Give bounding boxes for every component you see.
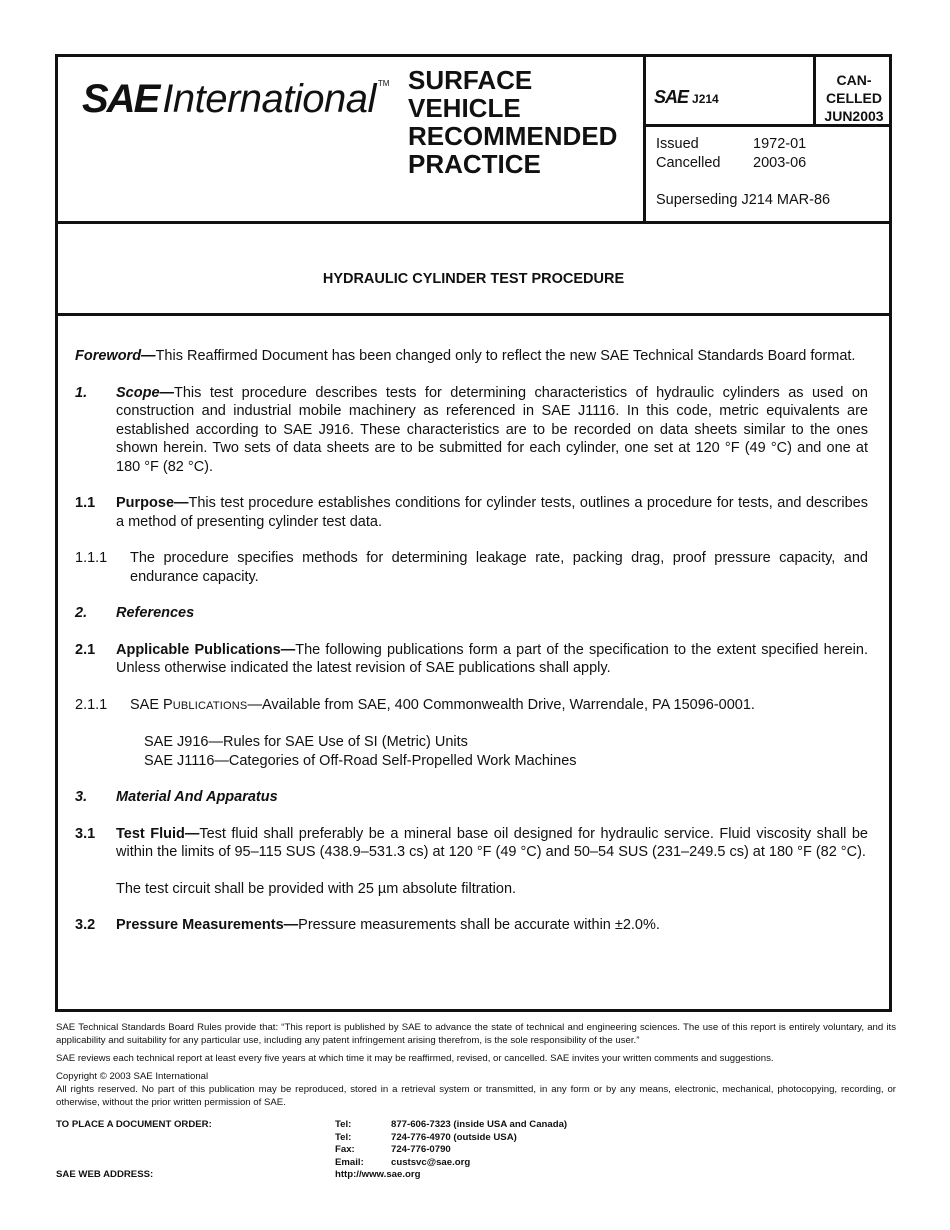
section-label: Purpose— [116, 495, 189, 511]
section-2-1-1 [75, 696, 868, 716]
rights-reserved: All rights reserved. No part of this publication may be reproduced, stored in a retrieval system or transmitted, in any form or by any means, electronic, mechanical, photocopying, recording, or otherwise, without the prior written permission of SAE. [56, 1084, 896, 1108]
copyright: Copyright © 2003 SAE International [56, 1071, 209, 1082]
stamp-line: CAN- [836, 72, 872, 88]
foreword-label: Foreword— [75, 348, 156, 364]
doc-type-line: PRACTICE [408, 149, 541, 179]
contact-key: Tel: [335, 1131, 352, 1143]
order-label: TO PLACE A DOCUMENT ORDER: [56, 1119, 212, 1130]
doc-type-line: SURFACE [408, 65, 533, 95]
section-3-2-pressure [75, 916, 868, 935]
stamp-line: JUN2003 [824, 108, 884, 124]
section-text: The procedure specifies methods for determining leakage rate, packing drag, proof pressure capacity, and endurance capacity. [130, 550, 868, 585]
section-2-1-publications [75, 641, 868, 678]
section-label: Test Fluid— [116, 825, 200, 842]
doc-type-line: RECOMMENDED [408, 121, 618, 151]
section-number: 3.1 [75, 825, 96, 842]
section-number: 3. [75, 789, 88, 805]
section-number: 1.1 [75, 495, 96, 511]
contact-row [335, 1132, 567, 1145]
section-number: 1. [75, 384, 88, 401]
contact-value[interactable]: 724-776-4970 (outside USA) [391, 1131, 517, 1143]
section-label: References [116, 605, 195, 621]
contact-row [335, 1119, 567, 1132]
section-label: Scope— [116, 384, 175, 401]
web-label: SAE WEB ADDRESS: [56, 1169, 154, 1180]
header-divider-1 [643, 57, 646, 224]
section-3-1-test-fluid [75, 825, 868, 862]
reference-list [75, 733, 868, 770]
foreword-text: This Reaffirmed Document has been changed only to reflect the new SAE Technical Standards Board format. [155, 348, 856, 364]
contact-value[interactable]: 724-776-0790 [391, 1144, 451, 1155]
section-text: —Available from SAE, 400 Commonwealth Drive, Warrendale, PA 15096-0001. [247, 696, 755, 713]
section-number: 2.1 [75, 641, 96, 658]
section-2-references [75, 604, 868, 623]
section-number: 2.1.1 [75, 696, 108, 713]
contact-row [335, 1144, 567, 1157]
reference-item: SAE J916—Rules for SAE Use of SI (Metric) Units [144, 734, 468, 750]
section-1-scope [75, 384, 868, 477]
section-1-1-1 [75, 549, 868, 586]
sae-small-logo: SAE [654, 87, 689, 107]
issued-value: 1972-01 [753, 136, 807, 152]
contact-row [335, 1157, 567, 1170]
filtration-note: The test circuit shall be provided with 25 µm absolute filtration. [116, 880, 517, 897]
issued-label: Issued [656, 136, 699, 152]
foreword [75, 347, 868, 366]
sae-publications-prefix: SAE P [130, 696, 173, 713]
section-label: Material And Apparatus [116, 789, 278, 805]
section-text: Test fluid shall preferably be a mineral base oil designed for hydraulic service. Fluid viscosity shall be within the limits of 95–115 SUS (438.9–531.3 cs) at 120 °F (49 °C) and 50–54 SUS (231–249.5 cs) at 180 °F (82 °C). [116, 825, 868, 860]
section-text: The following publications form a part of the specification to the extent specified herein. Unless otherwise indicated the latest revision of SAE publications shall apply. [116, 641, 868, 676]
section-3-material [75, 788, 868, 807]
contact-key: Tel: [335, 1119, 352, 1130]
web-address-link[interactable]: http://www.sae.org [335, 1169, 421, 1180]
section-text: Pressure measurements shall be accurate within ±2.0%. [298, 917, 660, 933]
contact-key: Email: [335, 1156, 364, 1168]
document-body [75, 347, 868, 953]
doc-number-block [654, 87, 719, 108]
sae-publications-smallcaps: UBLICATIONS [172, 699, 248, 712]
superseding-note: Superseding J214 MAR-86 [656, 192, 831, 208]
document-type [408, 66, 643, 178]
logo-trademark: TM [377, 79, 390, 88]
section-label: Pressure Measurements— [116, 917, 299, 933]
section-text: This test procedure establishes conditions for cylinder tests, outlines a procedure for tests, and describes a method of presenting cylinder test data. [116, 495, 868, 530]
title-bottom-rule [58, 313, 889, 316]
cancelled-value: 2003-06 [753, 155, 807, 171]
email-link[interactable]: custsvc@sae.org [391, 1156, 471, 1168]
footer-notices [56, 1021, 896, 1114]
cancelled-stamp [816, 71, 892, 125]
section-number: 1.1.1 [75, 550, 108, 566]
review-note: SAE reviews each technical report at least every five years at which time it may be reaffirmed, revised, or cancelled. SAE invites your written comments and suggestions. [56, 1053, 774, 1064]
logo-sae-text: SAE [82, 77, 159, 121]
section-number: 2. [75, 605, 88, 621]
header-bottom-rule [58, 221, 889, 224]
document-dates [656, 135, 830, 210]
logo-international-text: International [162, 77, 376, 121]
section-number: 3.2 [75, 917, 96, 933]
reference-item: SAE J1116—Categories of Off-Road Self-Propelled Work Machines [144, 752, 577, 769]
doc-number: J214 [692, 92, 719, 106]
standards-board-rules: SAE Technical Standards Board Rules provide that: “This report is published by SAE to advance the state of technical and engineering sciences. The use of this report is entirely voluntary, and its applicability and suitability for any particular use, including any patent infringement arising therefrom, is the sole responsibility of the user.” [56, 1022, 896, 1046]
document-title: HYDRAULIC CYLINDER TEST PROCEDURE [322, 271, 625, 287]
section-1-1-purpose [75, 494, 868, 531]
contact-key: Fax: [335, 1144, 355, 1155]
sae-international-logo [82, 79, 389, 119]
contact-list [335, 1119, 567, 1182]
section-text: This test procedure describes tests for determining characteristics of hydraulic cylinders as used on construction and industrial mobile machinery as referenced in SAE J1116. In this code, metric equivalents are established according to SAE J916. These characteristics are to be recorded on data sheets similar to the ones shown herein. Two sets of data sheets are to be submitted for each cylinder, one set at 120 °F (49 °C) and one at 180 °F (82 °C). [116, 384, 868, 475]
cancelled-label: Cancelled [656, 155, 721, 171]
document-frame [55, 54, 892, 1012]
section-label: Applicable Publications— [116, 641, 296, 658]
contact-value[interactable]: 877-606-7323 (inside USA and Canada) [391, 1119, 568, 1130]
stamp-line: CELLED [826, 90, 882, 106]
doc-type-line: VEHICLE [408, 93, 521, 123]
